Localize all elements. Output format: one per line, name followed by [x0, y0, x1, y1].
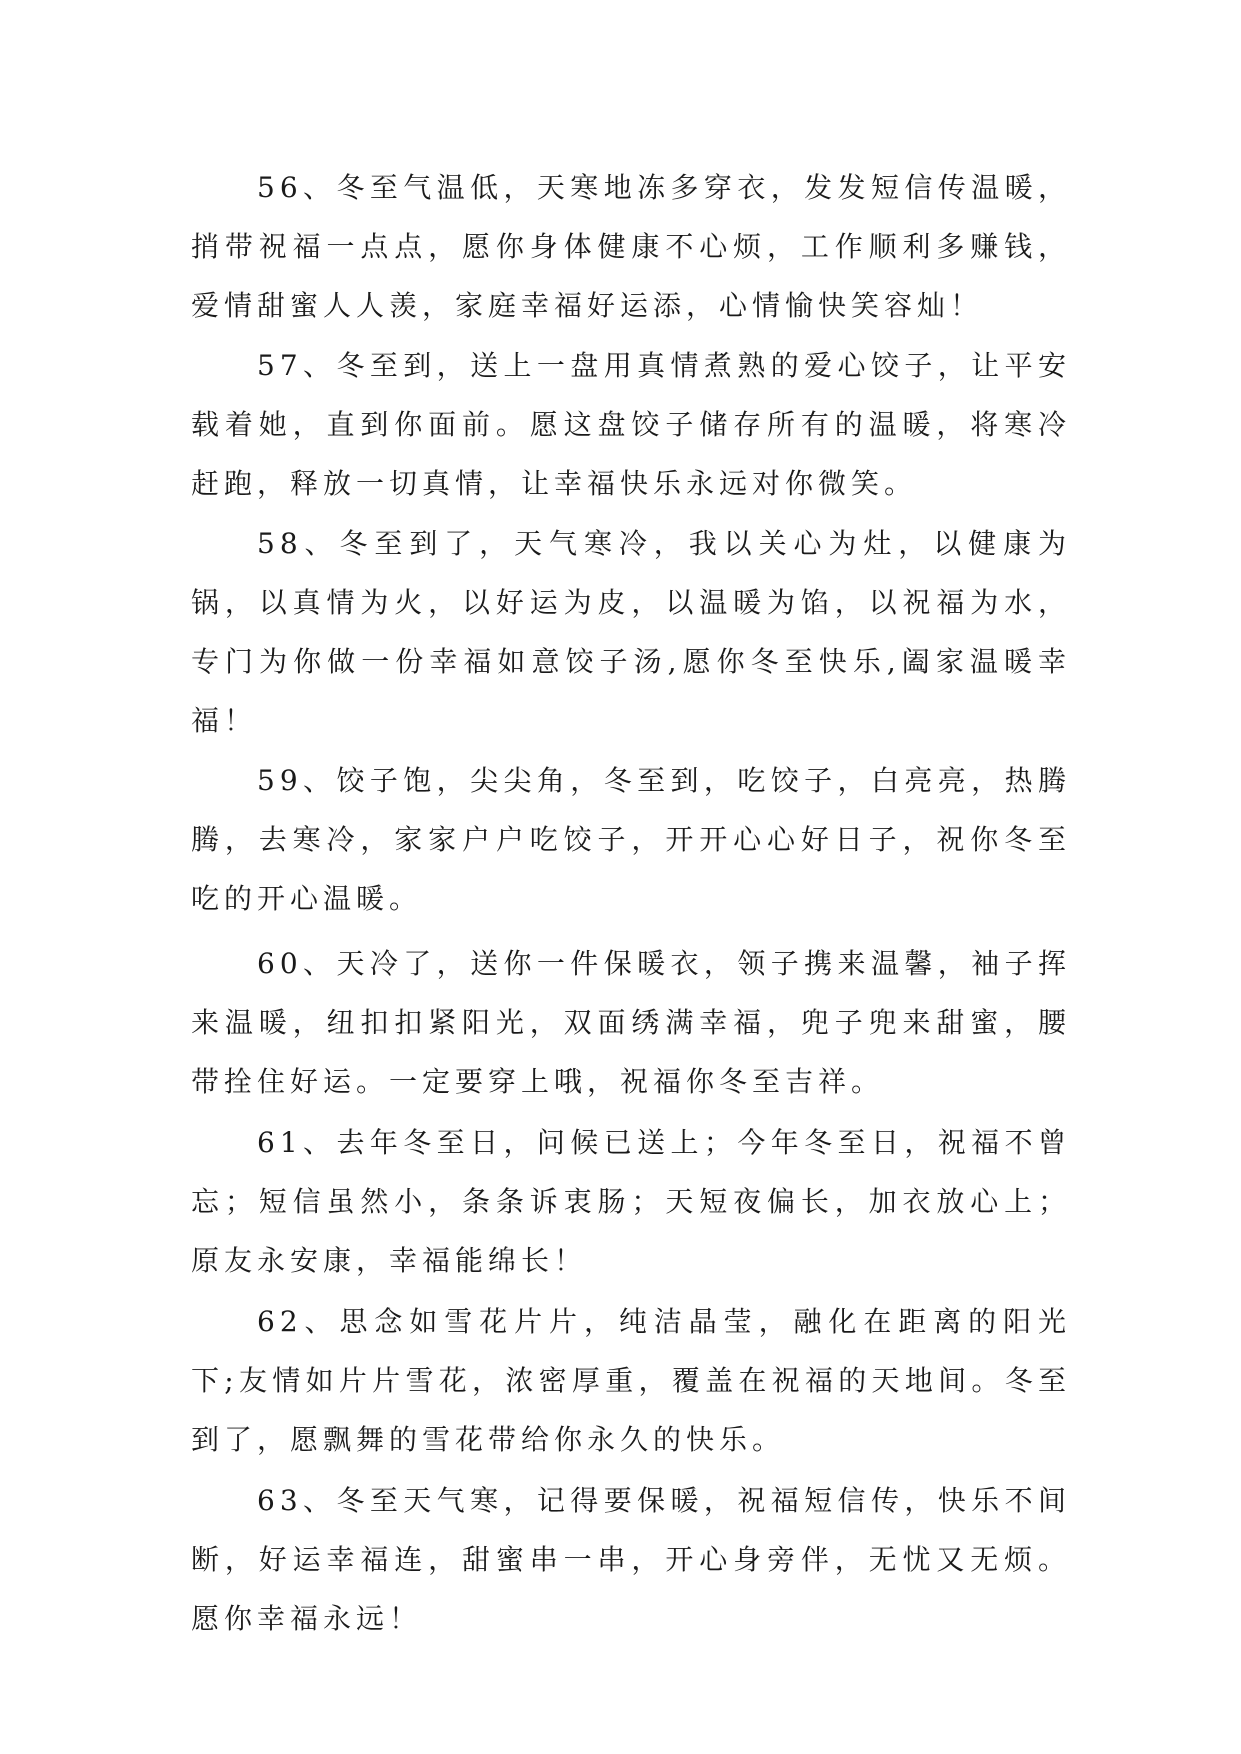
paragraph-62: 62、思念如雪花片片，纯洁晶莹，融化在距离的阳光下;友情如片片雪花，浓密厚重，覆盖在祝福的天地间。冬至到了，愿飘舞的雪花带给你永久的快乐。 [191, 1305, 1071, 1456]
paragraph-57: 57、冬至到，送上一盘用真情煮熟的爱心饺子，让平安载着她，直到你面前。愿这盘饺子储存所有的温暖，将寒冷赶跑，释放一切真情，让幸福快乐永远对你微笑。 [191, 349, 1071, 500]
paragraph-56: 56、冬至气温低，天寒地冻多穿衣，发发短信传温暖，捎带祝福一点点，愿你身体健康不心烦，工作顺利多赚钱，爱情甜蜜人人羡，家庭幸福好运添，心情愉快笑容灿！ [191, 171, 1071, 322]
paragraph-58: 58、冬至到了，天气寒冷，我以关心为灶，以健康为锅，以真情为火，以好运为皮，以温暖为馅，以祝福为水，专门为你做一份幸福如意饺子汤,愿你冬至快乐,阖家温暖幸福！ [191, 527, 1071, 737]
paragraph-59: 59、饺子饱，尖尖角，冬至到，吃饺子，白亮亮，热腾腾，去寒冷，家家户户吃饺子，开开心心好日子，祝你冬至吃的开心温暖。 [191, 764, 1071, 915]
paragraph-63: 63、冬至天气寒，记得要保暖，祝福短信传，快乐不间断，好运幸福连，甜蜜串一串，开心身旁伴，无忧又无烦。愿你幸福永远！ [191, 1484, 1071, 1635]
paragraph-60: 60、天冷了，送你一件保暖衣，领子携来温馨，袖子挥来温暖，纽扣扣紧阳光，双面绣满幸福，兜子兜来甜蜜，腰带拴住好运。一定要穿上哦，祝福你冬至吉祥。 [191, 947, 1071, 1098]
document-body [191, 158, 1071, 1649]
paragraph-61: 61、去年冬至日，问候已送上；今年冬至日，祝福不曾忘；短信虽然小，条条诉衷肠；天短夜偏长，加衣放心上；原友永安康，幸福能绵长！ [191, 1126, 1071, 1277]
